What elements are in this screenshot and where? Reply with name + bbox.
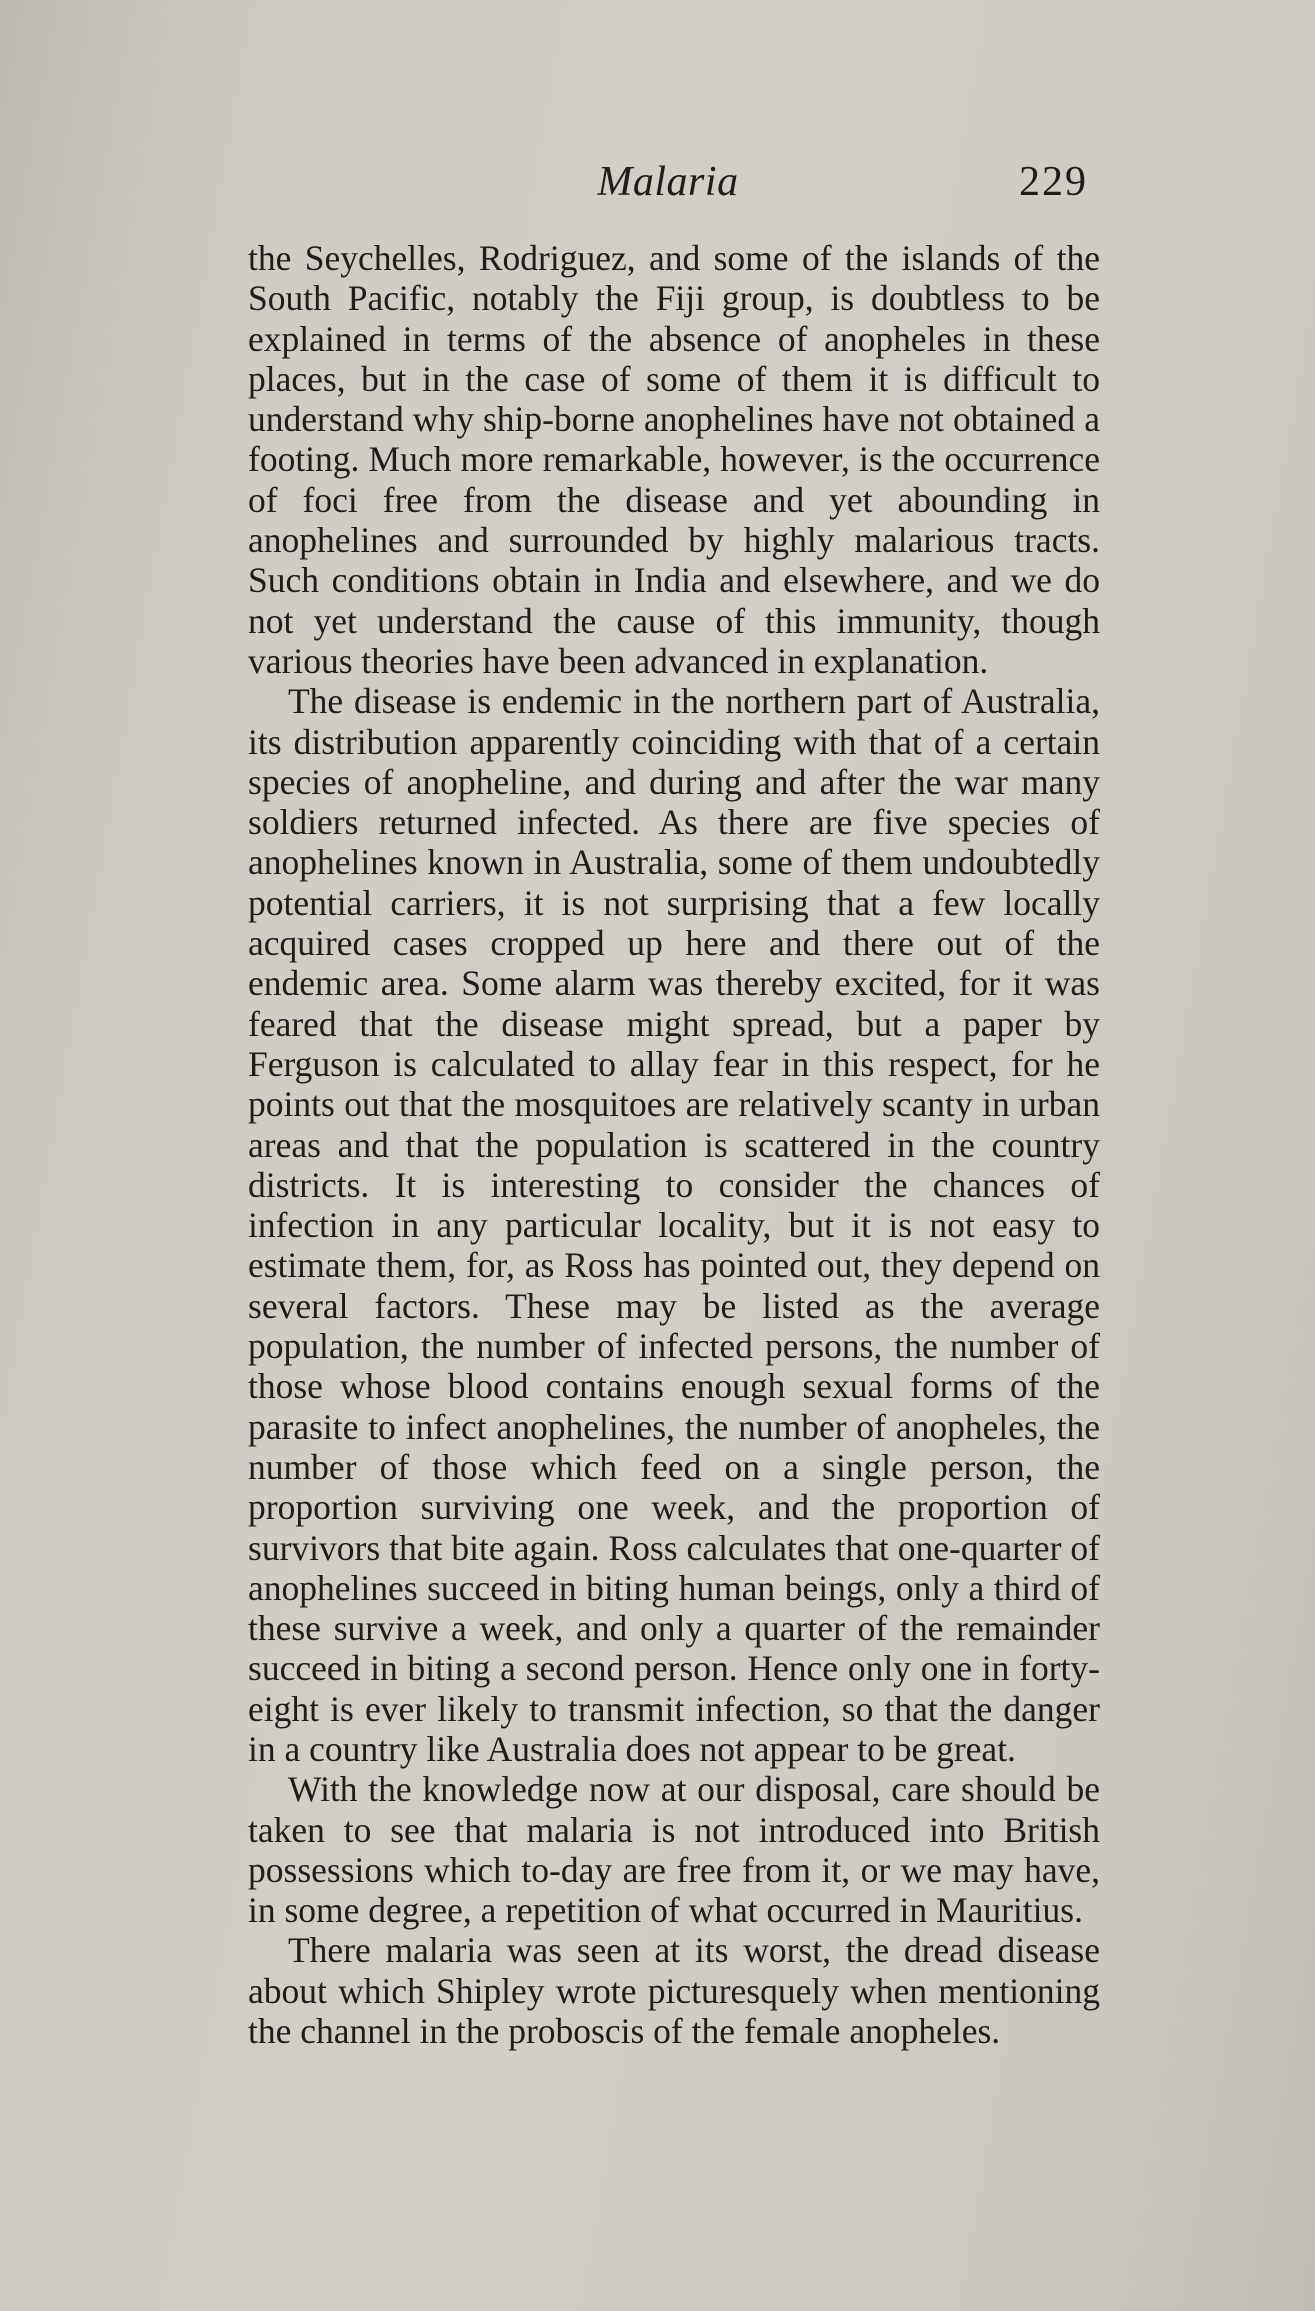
page-number: 229 xyxy=(1019,159,1088,205)
body-text xyxy=(248,238,1100,2051)
paragraph-australia: The disease is endemic in the northern part of Australia, its distribution apparently coinciding with that of a certain species of anopheline, and during and after the war many soldiers returned infected. As there are five species of anophelines known in Australia, some of them undoubtedly potential carriers, it is not surprising that a few locally acquired cases cropped up here and there out of the endemic area. Some alarm was thereby excited, for it was feared that the disease might spread, but a paper by Ferguson is calculated to allay fear in this respect, for he points out that the mosquitoes are relatively scanty in urban areas and that the population is scattered in the country districts. It is interesting to consider the chances of infection in any particular locality, but it is not easy to estimate them, for, as Ross has pointed out, they depend on several factors. These may be listed as the average population, the number of infected persons, the number of those whose blood contains enough sexual forms of the parasite to infect anophelines, the number of anopheles, the number of those which feed on a single person, the proportion surviving one week, and the proportion of survivors that bite again. Ross calculates that one-quarter of anophelines succeed in biting human beings, only a third of these survive a week, and only a quarter of the remainder succeed in biting a second person. Hence only one in forty-eight is ever likely to transmit infection, so that the danger in a country like Australia does not appear to be great. xyxy=(248,681,1100,1769)
paragraph-continuation: the Seychelles, Rodriguez, and some of the islands of the South Pacific, notably the Fiji group, is doubtless to be explained in terms of the absence of anopheles in these places, but in the case of some of them it is difficult to understand why ship-borne anophelines have not obtained a footing. Much more remarkable, however, is the occurrence of foci free from the disease and yet abounding in anophelines and surrounded by highly malarious tracts. Such conditions obtain in India and elsewhere, and we do not yet understand the cause of this immunity, though various theories have been advanced in explanation. xyxy=(248,238,1100,681)
paragraph-mauritius: There malaria was seen at its worst, the dread disease about which Shipley wrote picturesquely when mentioning the channel in the proboscis of the female anopheles. xyxy=(248,1930,1100,2052)
running-title: Malaria xyxy=(597,159,739,205)
paragraph-british-possessions: With the knowledge now at our disposal, care should be taken to see that malaria is not introduced into British possessions which to-day are free from it, or we may have, in some degree, a repetition of what occurred in Mauritius. xyxy=(248,1769,1100,1931)
page-header xyxy=(248,158,1088,218)
